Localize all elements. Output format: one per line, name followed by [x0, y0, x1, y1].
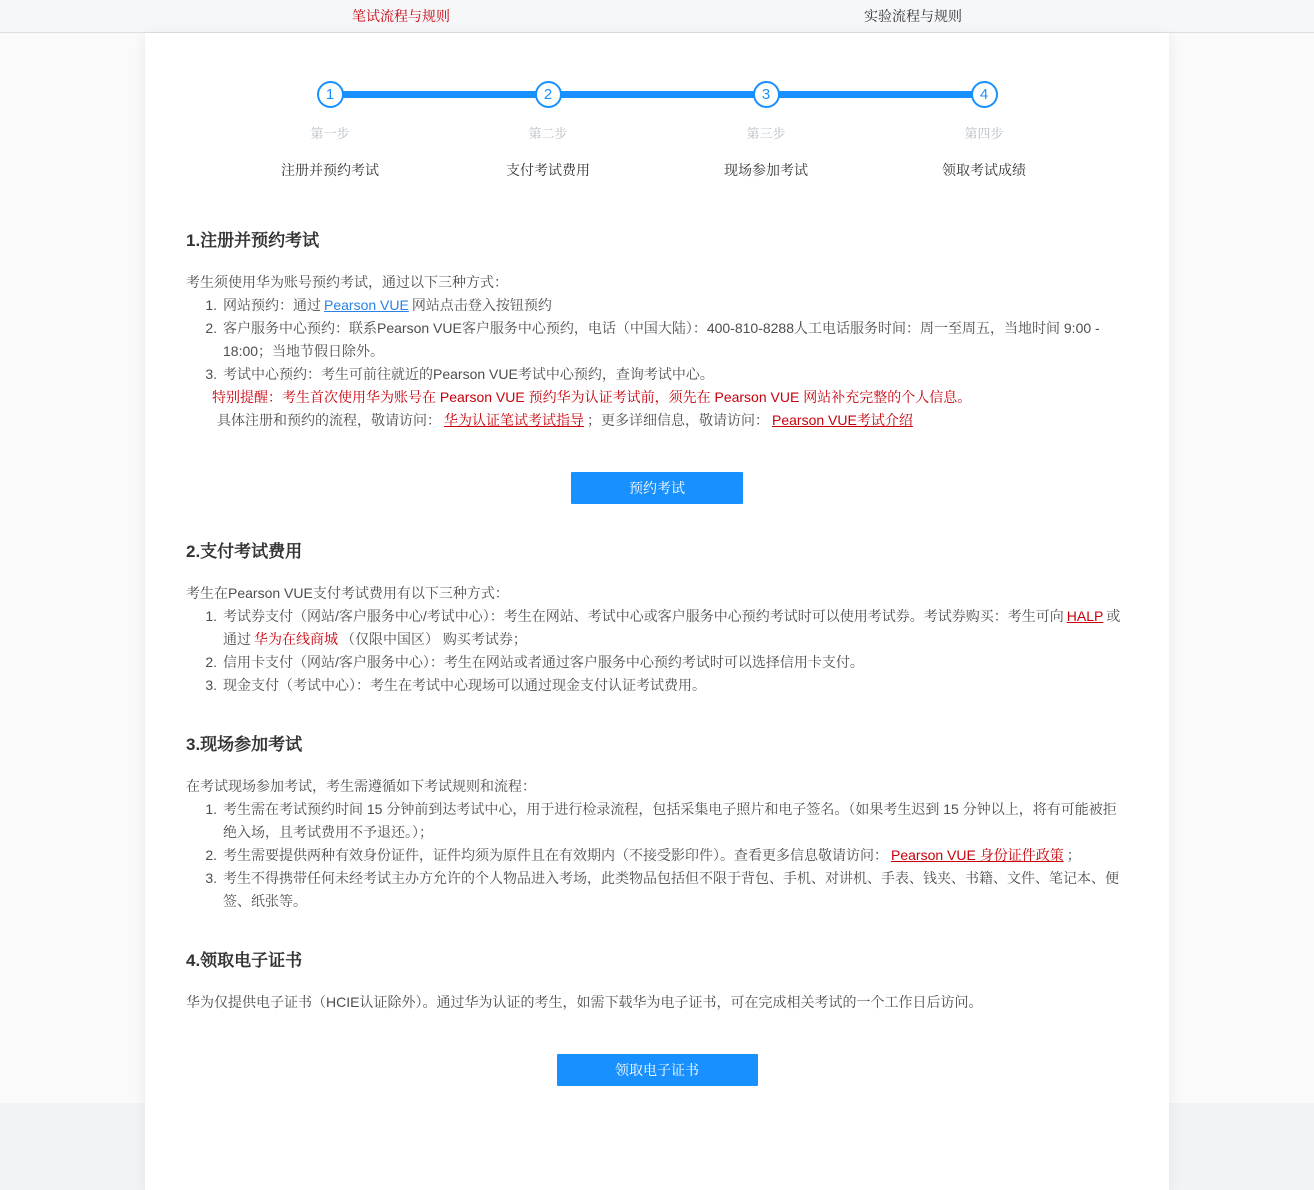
list-item: [186, 605, 1128, 651]
list-item-number: 1.: [205, 608, 217, 624]
section-2-intro: 考生在Pearson VUE支付考试费用有以下三种方式：: [186, 585, 509, 601]
pearson-vue-id-policy-link[interactable]: Pearson VUE 身份证件政策: [891, 847, 1064, 863]
list-item-number: 3.: [205, 870, 217, 886]
more-info-line: [217, 409, 1128, 432]
list-item-number: 1.: [205, 801, 217, 817]
pearson-vue-website-link[interactable]: Pearson VUE: [324, 297, 409, 313]
tab-written-exam-process[interactable]: 笔试流程与规则: [352, 8, 450, 24]
list-item: [186, 674, 1128, 697]
step-2-title: 支付考试费用: [506, 162, 590, 178]
step-1-title: 注册并预约考试: [281, 162, 379, 178]
book-exam-button[interactable]: 预约考试: [571, 472, 743, 504]
step-1-label: 第一步: [310, 126, 350, 141]
list-item: [186, 867, 1128, 913]
top-tab-bar: [0, 0, 1314, 33]
content-card: [145, 33, 1169, 1190]
list-item-text: 现金支付（考试中心）：考生在考试中心现场可以通过现金支付认证考试费用。: [223, 677, 706, 693]
section-4-heading: 4.领取电子证书: [186, 951, 303, 970]
section-1-intro: 考生须使用华为账号预约考试，通过以下三种方式：: [186, 274, 508, 290]
section-pay-exam-fee: [186, 537, 1128, 697]
text-fragment: 考生需要提供两种有效身份证件，证件均须为原件且在有效期内（不接受影印件）。查看更多信息敬请访问：: [223, 847, 888, 863]
list-item-number: 2.: [205, 847, 217, 863]
list-item-text: [217, 294, 1128, 317]
step-2: [439, 81, 657, 180]
list-item-text: 考试中心预约：考生可前往就近的Pearson VUE考试中心预约，查询考试中心。: [223, 366, 714, 382]
exam-process-stepper: [186, 81, 1128, 180]
step-4-title: 领取考试成绩: [942, 162, 1026, 178]
step-2-circle: 2: [535, 81, 562, 108]
step-1: [221, 81, 439, 180]
section-get-e-certificate: [186, 946, 1128, 1086]
step-3-circle: 3: [753, 81, 780, 108]
text-fragment: ；: [1066, 847, 1081, 863]
list-item: [186, 363, 1128, 386]
section-2-list: [186, 605, 1128, 697]
list-item-text: [217, 605, 1128, 651]
step-3-title: 现场参加考试: [724, 162, 808, 178]
tab-lab-exam-process[interactable]: 实验流程与规则: [864, 8, 962, 24]
list-item-number: 3.: [205, 677, 217, 693]
list-item: [186, 294, 1128, 317]
list-item-text: 客户服务中心预约：联系Pearson VUE客户服务中心预约，电话（中国大陆）：400-810-8288人工电话服务时间：周一至周五，当地时间 9:00 - 18:00；当地节假日除外。: [223, 320, 1100, 359]
list-item-text: 考生需在考试预约时间 15 分钟前到达考试中心，用于进行检录流程，包括采集电子照片和电子签名。（如果考生迟到 15 分钟以上，将有可能被拒绝入场，且考试费用不予退还。）；: [223, 801, 1117, 840]
list-item-text: 考生不得携带任何未经考试主办方允许的个人物品进入考场，此类物品包括但不限于背包、手机、对讲机、手表、钱夹、书籍、文件、笔记本、便签、纸张等。: [223, 870, 1119, 909]
text-fragment: 或通过: [223, 608, 1121, 647]
step-4: [875, 81, 1093, 180]
section-1-list: [186, 294, 1128, 386]
text-fragment: 具体注册和预约的流程，敬请访问：: [217, 412, 441, 428]
section-4-text: 华为仅提供电子证书（HCIE认证除外）。通过华为认证的考生，如需下载华为电子证书，可在完成相关考试的一个工作日后访问。: [186, 994, 983, 1010]
text-fragment: （仅限中国区） 购买考试券；: [341, 631, 527, 647]
special-reminder-text: 特别提醒：考生首次使用华为账号在 Pearson VUE 预约华为认证考试前，须先在 Pearson VUE 网站补充完整的个人信息。: [212, 389, 972, 405]
list-item: [186, 844, 1128, 867]
step-4-label: 第四步: [964, 126, 1004, 141]
huawei-online-store-link[interactable]: 华为在线商城: [254, 631, 338, 647]
step-4-circle: 4: [971, 81, 998, 108]
step-3: [657, 81, 875, 180]
page-background: [0, 33, 1314, 1103]
list-item-number: 3.: [205, 366, 217, 382]
section-3-heading: 3.现场参加考试: [186, 735, 303, 754]
list-item-text: 信用卡支付（网站/客户服务中心）：考生在网站或者通过客户服务中心预约考试时可以选择信用卡支付。: [223, 654, 864, 670]
section-attend-exam-onsite: [186, 730, 1128, 913]
section-3-list: [186, 798, 1128, 913]
step-2-label: 第二步: [528, 126, 568, 141]
text-fragment: 网站预约：通过: [223, 297, 321, 313]
list-item: [186, 317, 1128, 363]
section-3-intro: 在考试现场参加考试，考生需遵循如下考试规则和流程：: [186, 778, 536, 794]
list-item: [186, 651, 1128, 674]
section-2-heading: 2.支付考试费用: [186, 542, 303, 561]
get-e-certificate-button[interactable]: 领取电子证书: [557, 1054, 758, 1086]
written-exam-guide-link[interactable]: 华为认证笔试考试指导: [444, 412, 584, 428]
section-register-and-book: [186, 226, 1128, 504]
text-fragment: 网站点击登入按钮预约: [411, 297, 552, 313]
text-fragment: 考试券支付（网站/客户服务中心/考试中心）：考生在网站、考试中心或客户服务中心预约考试时可以使用考试券。考试券购买：考生可向: [223, 608, 1064, 624]
list-item: [186, 798, 1128, 844]
list-item-number: 2.: [205, 654, 217, 670]
top-tab-container: [145, 0, 1169, 32]
list-item-number: 1.: [205, 297, 217, 313]
pearson-vue-exam-intro-link[interactable]: Pearson VUE考试介绍: [772, 412, 913, 428]
step-3-label: 第三步: [746, 126, 786, 141]
text-fragment: ；更多详细信息，敬请访问：: [587, 412, 769, 428]
section-1-heading: 1.注册并预约考试: [186, 231, 320, 250]
step-1-circle: 1: [317, 81, 344, 108]
list-item-number: 2.: [205, 320, 217, 336]
halp-link[interactable]: HALP: [1066, 608, 1104, 624]
list-item-text: [217, 844, 1128, 867]
